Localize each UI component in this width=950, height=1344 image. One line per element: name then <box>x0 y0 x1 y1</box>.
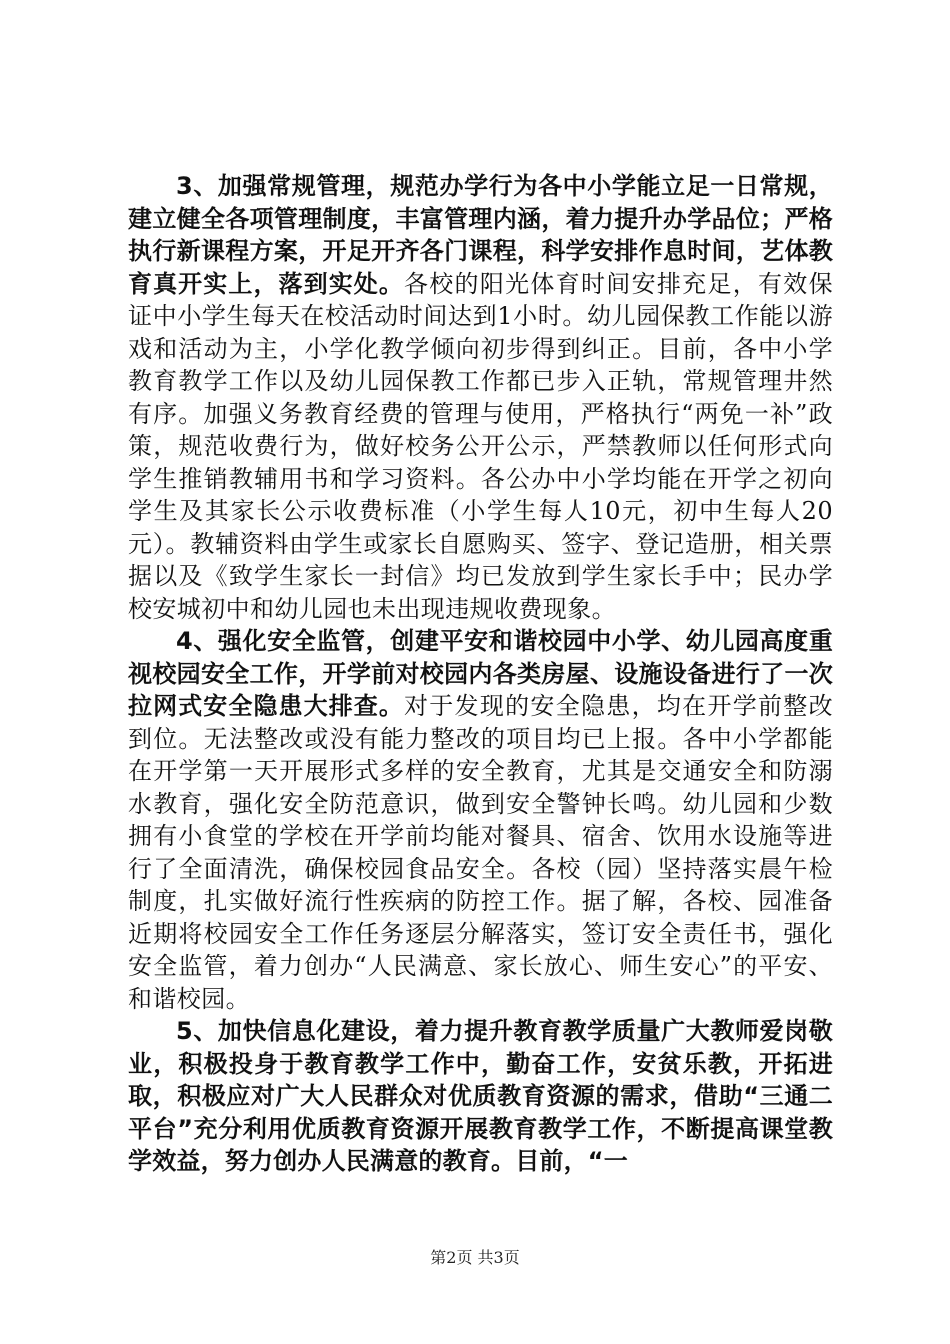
paragraph-5-heading: 5、加快信息化建设，着力提升教育教学质量广大教师爱岗敬业，积极投身于教育教学工作中，勤奋工作，安贫乐教，开拓进取，积极应对广大人民群众对优质教育资源的需求，借助“三通二平台”充分利用优质教育资源开展教育教学工作，不断提高课堂教学效益，努力创办人民满意的教育。目前，“一 <box>128 1017 833 1175</box>
paragraph-3 <box>128 170 833 625</box>
paragraph-5 <box>128 1015 833 1178</box>
paragraph-4-heading: 4、强化安全监管，创建平安和谐校园中小学、幼儿园高度重视校园安全工作，开学前对校园内各类房屋、设施设备进行了一次拉网式安全隐患大排查。 <box>128 627 833 720</box>
paragraph-3-heading: 3、加强常规管理，规范办学行为各中小学能立足一日常规，建立健全各项管理制度，丰富管理内涵，着力提升办学品位；严格执行新课程方案，开足开齐各门课程，科学安排作息时间，艺体教育真开实上，落到实处。 <box>128 172 833 298</box>
document-body <box>128 170 833 1178</box>
paragraph-4 <box>128 625 833 1015</box>
paragraph-3-text: 各校的阳光体育时间安排充足，有效保证中小学生每天在校活动时间达到1小时。幼儿园保教工作能以游戏和活动为主，小学化教学倾向初步得到纠正。目前，各中小学教育教学工作以及幼儿园保教工作都已步入正轨，常规管理井然有序。加强义务教育经费的管理与使用，严格执行“两免一补”政策，规范收费行为，做好校务公开公示，严禁教师以任何形式向学生推销教辅用书和学习资料。各公办中小学均能在开学之初向学生及其家长公示收费标准（小学生每人10元，初中生每人20元）。教辅资料由学生或家长自愿购买、签字、登记造册，相关票据以及《致学生家长一封信》均已发放到学生家长手中；民办学校安城初中和幼儿园也未出现违规收费现象。 <box>128 269 833 623</box>
page-number-footer: 第2页 共3页 <box>430 1248 520 1267</box>
paragraph-4-text: 对于发现的安全隐患，均在开学前整改到位。无法整改或没有能力整改的项目均已上报。各中小学都能在开学第一天开展形式多样的安全教育，尤其是交通安全和防溺水教育，强化安全防范意识，做到安全警钟长鸣。幼儿园和少数拥有小食堂的学校在开学前均能对餐具、宿舍、饮用水设施等进行了全面清洗，确保校园食品安全。各校（园）坚持落实晨午检制度，扎实做好流行性疾病的防控工作。据了解，各校、园准备近期将校园安全工作任务逐层分解落实，签订安全责任书，强化安全监管，着力创办“人民满意、家长放心、师生安心”的平安、和谐校园。 <box>128 692 833 1013</box>
